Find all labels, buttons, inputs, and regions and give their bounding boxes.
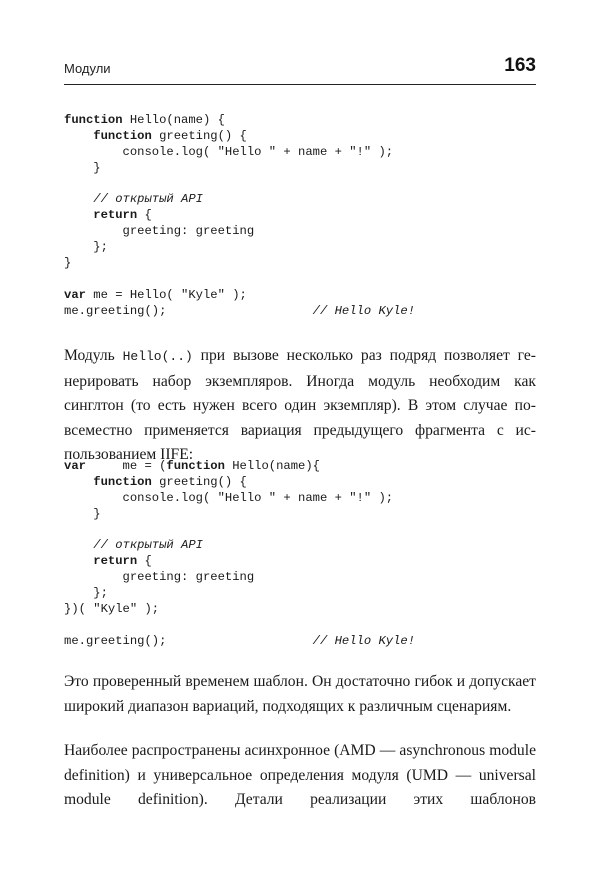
code-line	[64, 538, 536, 554]
section-title: Модули	[64, 61, 111, 76]
code-line	[64, 618, 536, 634]
code-line	[64, 177, 536, 193]
code-text: })( "Kyle" );	[64, 602, 160, 617]
code-text: greeting: greeting	[64, 570, 255, 585]
code-line	[64, 586, 536, 602]
code-line	[64, 256, 536, 272]
code-text: Hello(name){	[232, 459, 320, 473]
code-line	[64, 240, 536, 256]
code-text: {	[144, 208, 152, 223]
code-text: }	[64, 256, 72, 271]
code-line	[64, 475, 536, 491]
paragraph-1-text-before: Модуль	[64, 347, 123, 364]
paragraph-2	[64, 670, 536, 719]
code-line	[64, 507, 536, 523]
code-keyword: function	[93, 128, 160, 143]
code-text: me.greeting();	[64, 303, 313, 318]
code-line	[64, 304, 536, 320]
code-text: }	[64, 506, 101, 521]
code-text: greeting() {	[159, 474, 247, 489]
code-comment: // открытый API	[93, 538, 203, 553]
code-keyword: return	[93, 554, 145, 569]
code-text: console.log( "Hello " + name + "!" );	[64, 490, 394, 505]
code-text	[64, 538, 93, 552]
code-line	[64, 192, 536, 208]
code-keyword: var	[64, 459, 94, 473]
code-line	[64, 224, 536, 240]
code-comment: // Hello Kyle!	[312, 633, 416, 648]
code-text	[64, 475, 93, 489]
running-header	[64, 54, 536, 85]
code-line	[64, 129, 536, 145]
code-keyword: var	[64, 287, 94, 302]
code-line	[64, 634, 536, 650]
code-text: me.greeting();	[64, 633, 313, 648]
code-text	[64, 129, 93, 143]
code-text	[64, 208, 93, 222]
code-block-2	[64, 459, 536, 650]
code-block-1	[64, 113, 536, 320]
paragraph-1	[64, 344, 536, 468]
code-line	[64, 523, 536, 539]
code-comment: // Hello Kyle!	[312, 303, 416, 318]
code-keyword: return	[93, 208, 145, 223]
code-line	[64, 570, 536, 586]
code-line	[64, 491, 536, 507]
code-text: };	[64, 240, 108, 255]
page-number: 163	[504, 55, 536, 76]
inline-code-hello: Hello(..)	[122, 349, 193, 364]
code-text: Hello(name) {	[129, 113, 225, 127]
code-line	[64, 459, 536, 475]
code-text: };	[64, 586, 108, 601]
code-text: me = Hello( "Kyle" );	[93, 287, 247, 302]
code-line	[64, 145, 536, 161]
code-line	[64, 288, 536, 304]
code-line	[64, 113, 536, 129]
code-keyword: function	[64, 113, 130, 127]
code-text: console.log( "Hello " + name + "!" );	[64, 144, 394, 159]
code-text: }	[64, 160, 101, 175]
code-text: greeting() {	[159, 128, 247, 143]
paragraph-3-text: Наиболее распространены асинхронное (AMD — asynchronous module definition) и универсальное определения модуля (UMD — universal module definition). Детали реализации этих шаблонов	[64, 742, 536, 808]
code-line	[64, 161, 536, 177]
code-line	[64, 208, 536, 224]
code-text	[64, 192, 93, 206]
code-keyword: function	[93, 474, 160, 489]
code-comment: // открытый API	[93, 192, 203, 207]
code-text	[64, 554, 93, 568]
code-text: {	[144, 554, 152, 569]
code-line	[64, 602, 536, 618]
code-keyword: function	[166, 459, 233, 473]
code-line	[64, 554, 536, 570]
code-text: greeting: greeting	[64, 224, 255, 239]
paragraph-1-text-after: при вызове несколько раз подряд позволяет генерировать набор экземпляров. Иногда модуль необходим как синглтон (то есть нужен всего один экземпляр). В этом случае повсеместно применяется вариация предыдущего фрагмента с использованием IIFE:	[64, 347, 536, 463]
paragraph-3	[64, 739, 536, 813]
paragraph-2-text: Это проверенный временем шаблон. Он достаточно гибок и допускает широкий диапазон вариаций, подходящих к различным сценариям.	[64, 673, 536, 715]
code-line	[64, 272, 536, 288]
code-text: me = (	[93, 459, 167, 473]
